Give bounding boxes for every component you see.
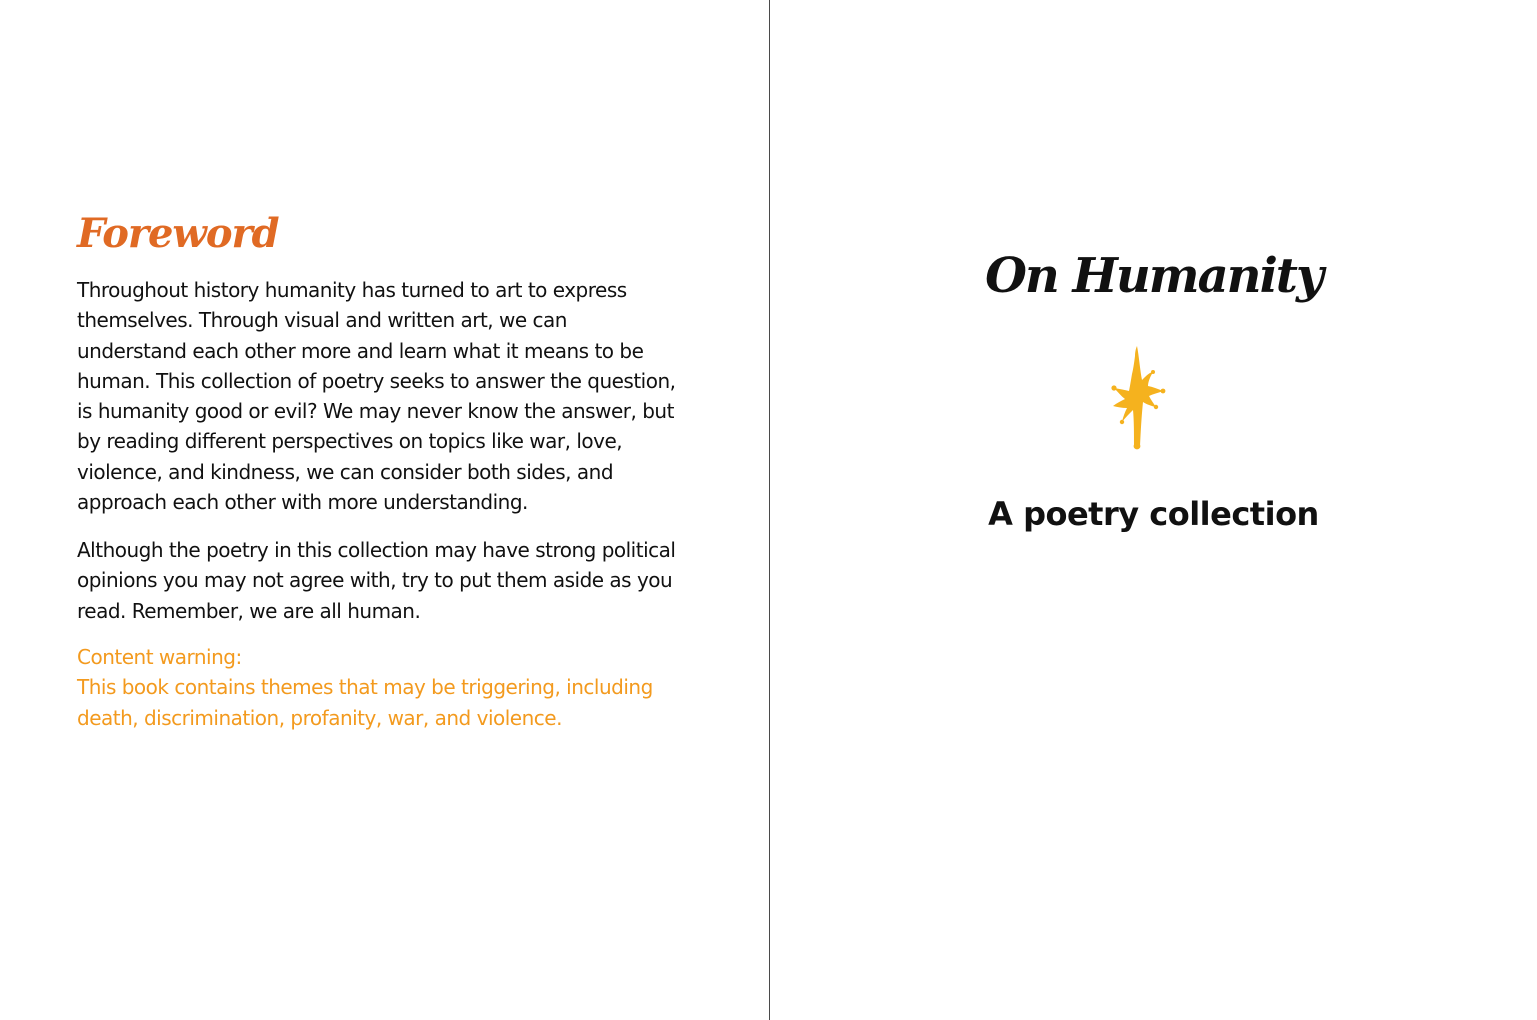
right-page bbox=[770, 0, 1537, 1020]
foreword-paragraph-1: Throughout history humanity has turned to art to express themselves. Through visual and written art, we can understand each other more and learn what it means to be human. This collection of poetry seeks to answer the question, is humanity good or evil? We may never know the answer, but by reading different perspectives on topics like war, love, violence, and kindness, we can consider both sides, and approach each other with more understanding. bbox=[77, 278, 676, 515]
content-warning-text: This book contains themes that may be triggering, including death, discrimination, profanity, war, and violence. bbox=[77, 675, 653, 730]
book-title: On Humanity bbox=[985, 248, 1322, 304]
star-splat-icon bbox=[1104, 346, 1170, 450]
content-warning-label: Content warning: bbox=[77, 645, 242, 669]
foreword-heading: Foreword bbox=[77, 210, 279, 257]
content-warning bbox=[77, 642, 677, 733]
foreword-paragraph-2: Although the poetry in this collection may have strong political opinions you may not agree with, try to put them aside as you read. Remember, we are all human. bbox=[77, 538, 676, 623]
book-subtitle: A poetry collection bbox=[988, 495, 1319, 533]
